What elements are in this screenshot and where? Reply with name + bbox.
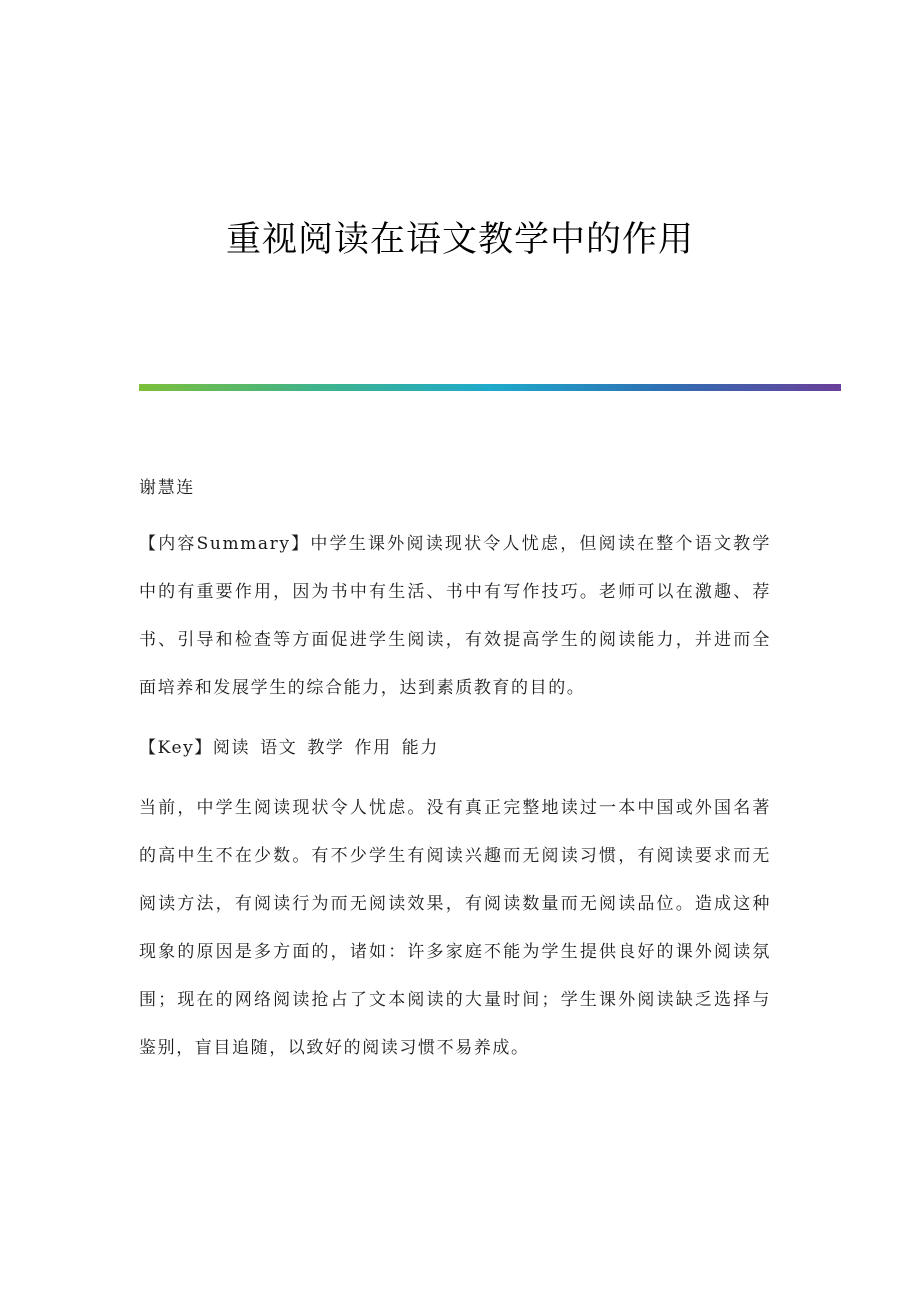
keyword: 作用: [354, 738, 392, 758]
summary-label: 【内容Summary】: [139, 534, 311, 554]
keyword: 语文: [260, 738, 298, 758]
summary-text: 中学生课外阅读现状令人忧虑，但阅读在整个语文教学中的有重要作用，因为书中有生活、书中有写作技巧。老师可以在激趣、荐书、引导和检查等方面促进学生阅读，有效提高学生的阅读能力，并进而全面培养和发展学生的综合能力，达到素质教育的目的。: [139, 534, 771, 698]
body-paragraph: 当前，中学生阅读现状令人忧虑。没有真正完整地读过一本中国或外国名著的高中生不在少数。有不少学生有阅读兴趣而无阅读习惯，有阅读要求而无阅读方法，有阅读行为而无阅读效果，有阅读数量而无阅读品位。造成这种现象的原因是多方面的，诸如：许多家庭不能为学生提供良好的课外阅读氛围；现在的网络阅读抢占了文本阅读的大量时间；学生课外阅读缺乏选择与鉴别，盲目追随，以致好的阅读习惯不易养成。: [139, 798, 771, 1058]
document-title: 重视阅读在语文教学中的作用: [225, 220, 694, 260]
keywords-paragraph: [139, 724, 771, 772]
keywords-label: 【Key】: [139, 738, 213, 758]
keyword: 能力: [401, 738, 439, 758]
summary-paragraph: [139, 520, 771, 712]
keyword: 阅读: [212, 738, 251, 758]
keyword: 教学: [307, 738, 345, 758]
title-divider: [139, 384, 841, 391]
document-body: [139, 464, 771, 1084]
author-name: 谢慧连: [139, 478, 195, 498]
